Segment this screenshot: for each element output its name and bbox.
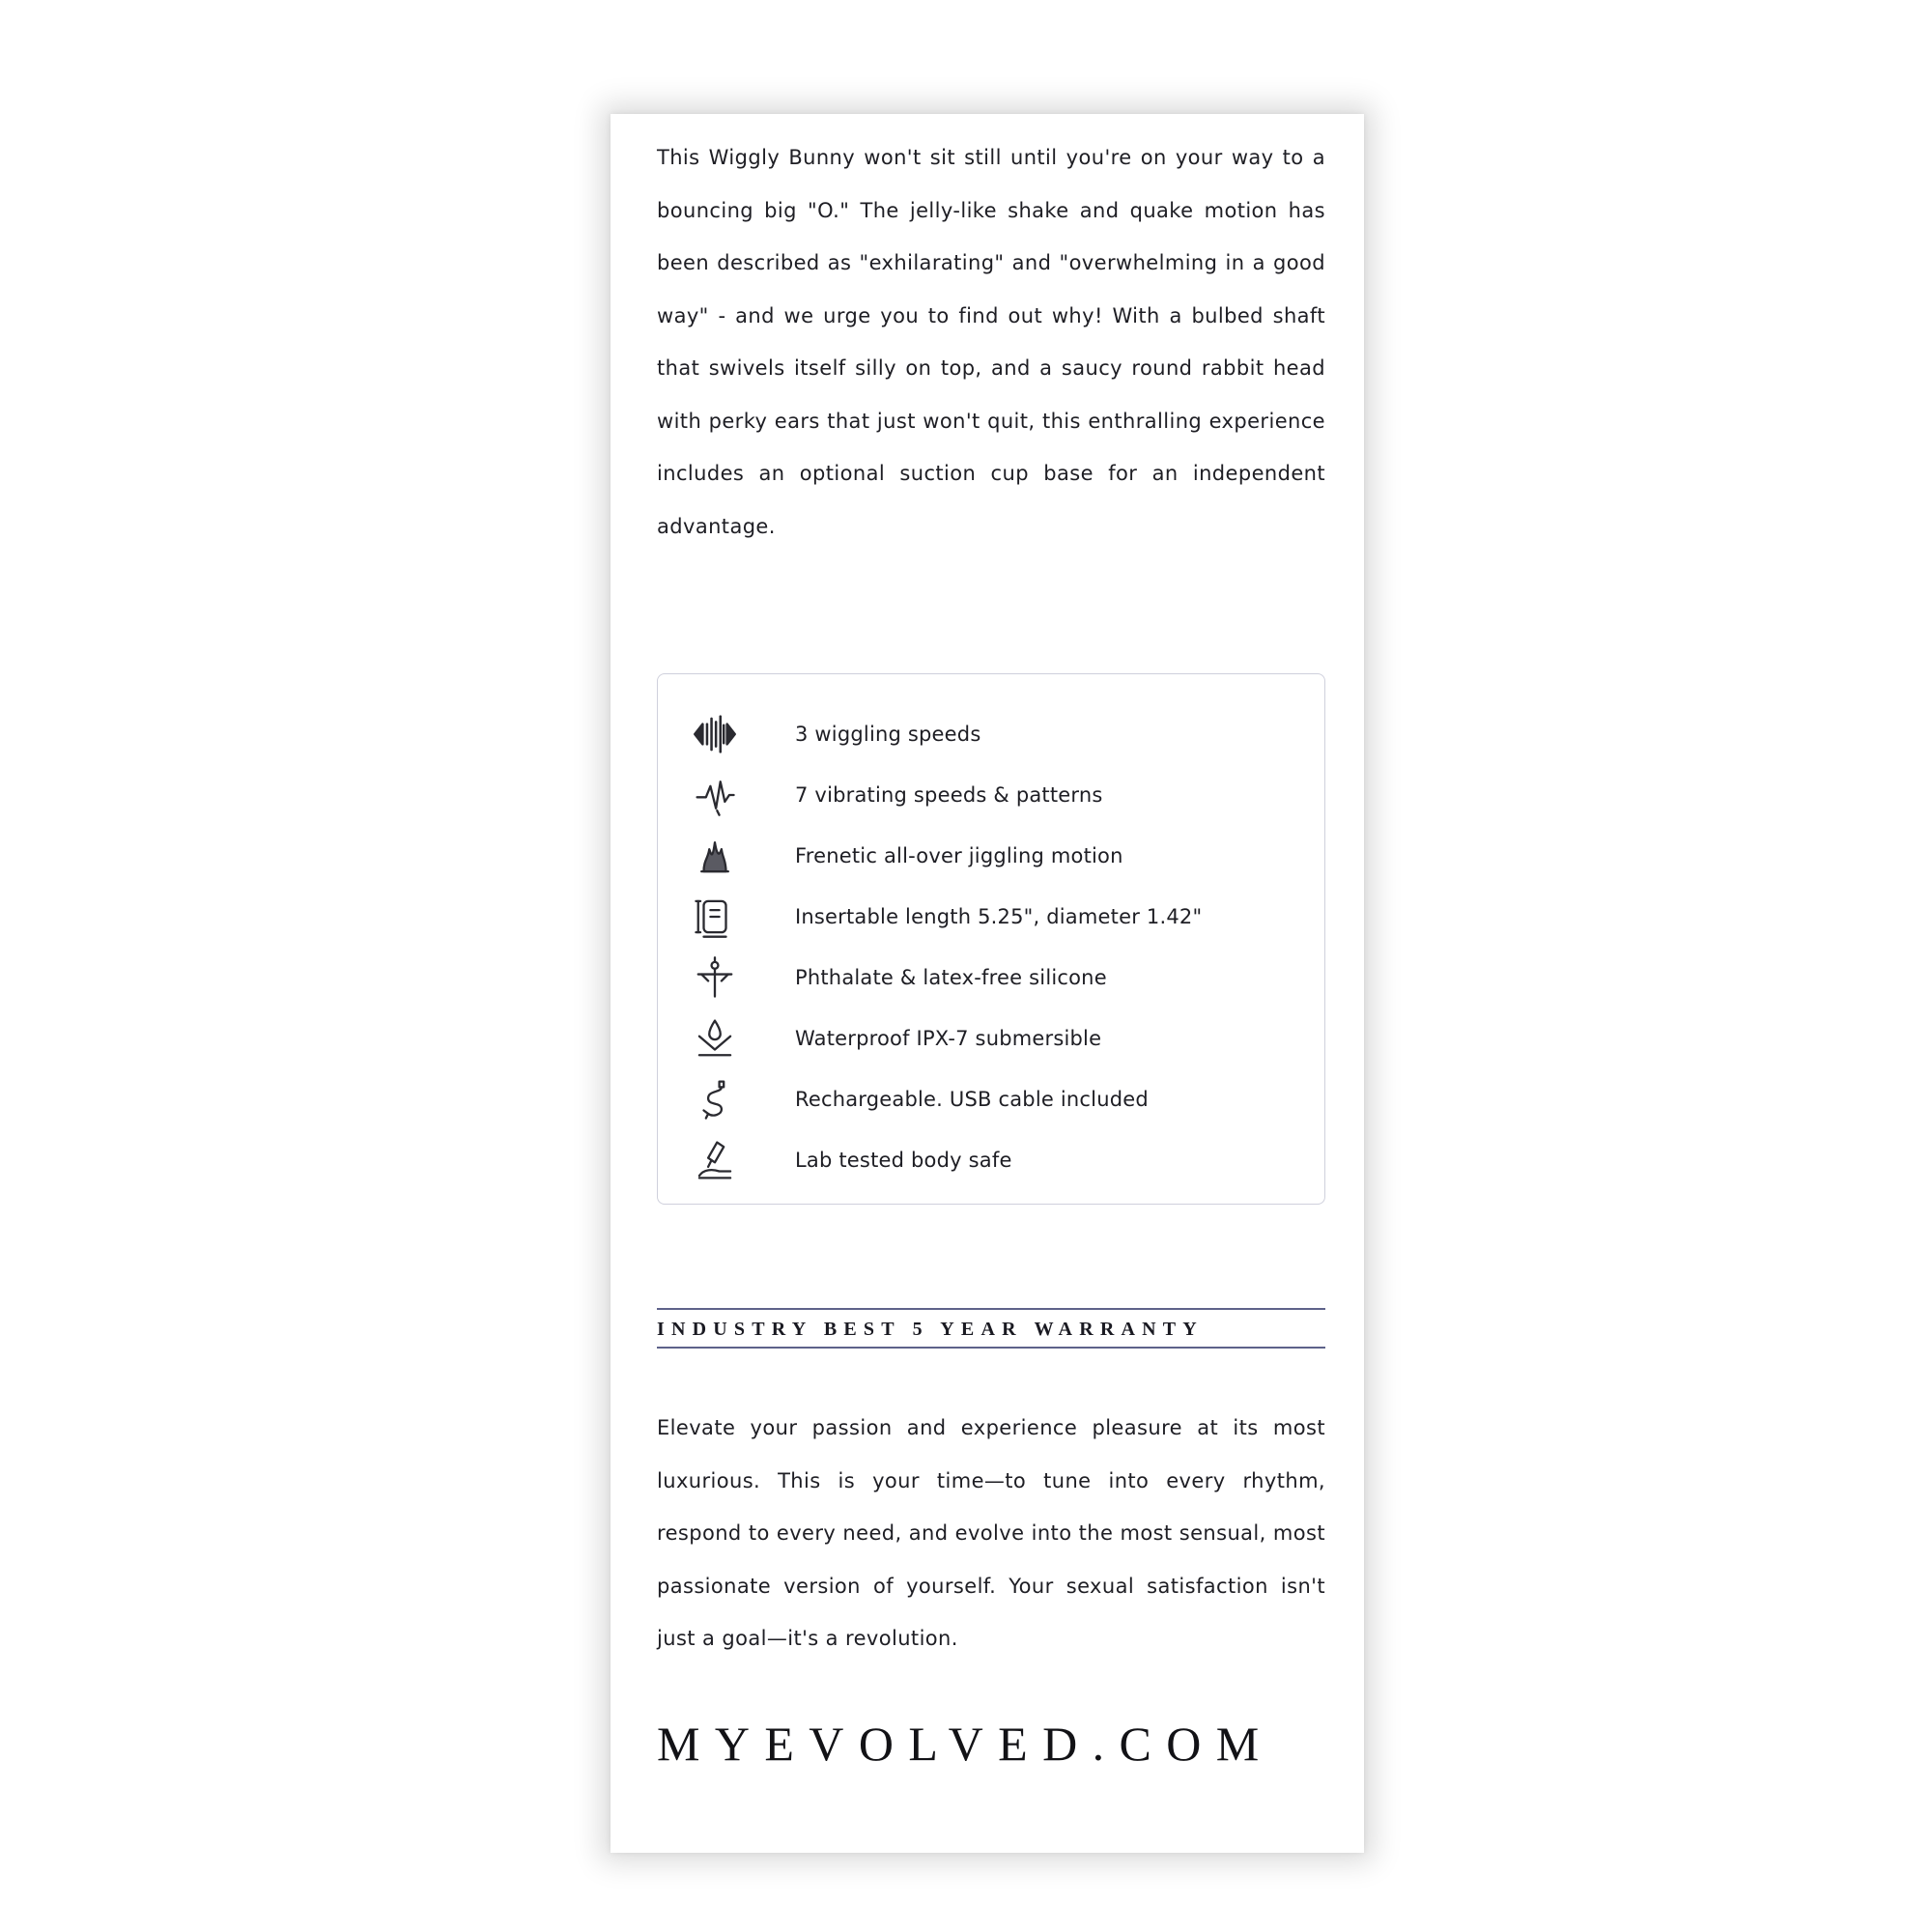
feature-label: Frenetic all-over jiggling motion	[795, 843, 1123, 867]
waterproof-icon	[687, 1016, 743, 1061]
jiggle-motion-icon	[687, 834, 743, 878]
feature-label: Rechargeable. USB cable included	[795, 1087, 1149, 1111]
features-box	[657, 673, 1325, 1205]
intro-paragraph: This Wiggly Bunny won't sit still until you're on your way to a bouncing big "O." The jelly-like shake and quake motion has been described as "exhilarating" and "overwhelming in a good way" - and we urge you to find out why! With a bulbed shaft that swivels itself silly on top, and a saucy round rabbit head with perky ears that just won't quit, this enthralling experience includes an optional suction cup base for an independent advantage.	[657, 146, 1325, 538]
feature-label: Phthalate & latex-free silicone	[795, 965, 1107, 989]
warranty-text: INDUSTRY BEST 5 YEAR WARRANTY	[657, 1318, 1204, 1340]
warranty-banner	[657, 1308, 1325, 1349]
usb-cable-icon	[687, 1077, 743, 1122]
feature-label: Insertable length 5.25", diameter 1.42"	[795, 904, 1203, 928]
feature-list	[687, 703, 1305, 1190]
measurement-icon	[687, 895, 743, 939]
feature-label: 3 wiggling speeds	[795, 722, 981, 746]
wiggle-speeds-icon	[687, 712, 743, 756]
lab-tested-icon	[687, 1138, 743, 1182]
feature-label: Waterproof IPX-7 submersible	[795, 1026, 1102, 1050]
silicone-icon	[687, 955, 743, 1000]
feature-item	[687, 1129, 1305, 1190]
feature-label: Lab tested body safe	[795, 1148, 1012, 1172]
website-url: MYEVOLVED.COM	[657, 1717, 1274, 1771]
closing-paragraph: Elevate your passion and experience pleasure at its most luxurious. This is your time—to tune into every rhythm, respond to every need, and evolve into the most sensual, most passionate version of yourself. Your sexual satisfaction isn't just a goal—it's a revolution.	[657, 1416, 1325, 1650]
product-info-card	[611, 114, 1364, 1853]
feature-item	[687, 886, 1305, 947]
feature-item	[687, 703, 1305, 764]
feature-label: 7 vibrating speeds & patterns	[795, 782, 1103, 807]
feature-item	[687, 1068, 1305, 1129]
vibration-pulse-icon	[687, 773, 743, 817]
feature-item	[687, 764, 1305, 825]
feature-item	[687, 947, 1305, 1008]
feature-item	[687, 1008, 1305, 1068]
feature-item	[687, 825, 1305, 886]
